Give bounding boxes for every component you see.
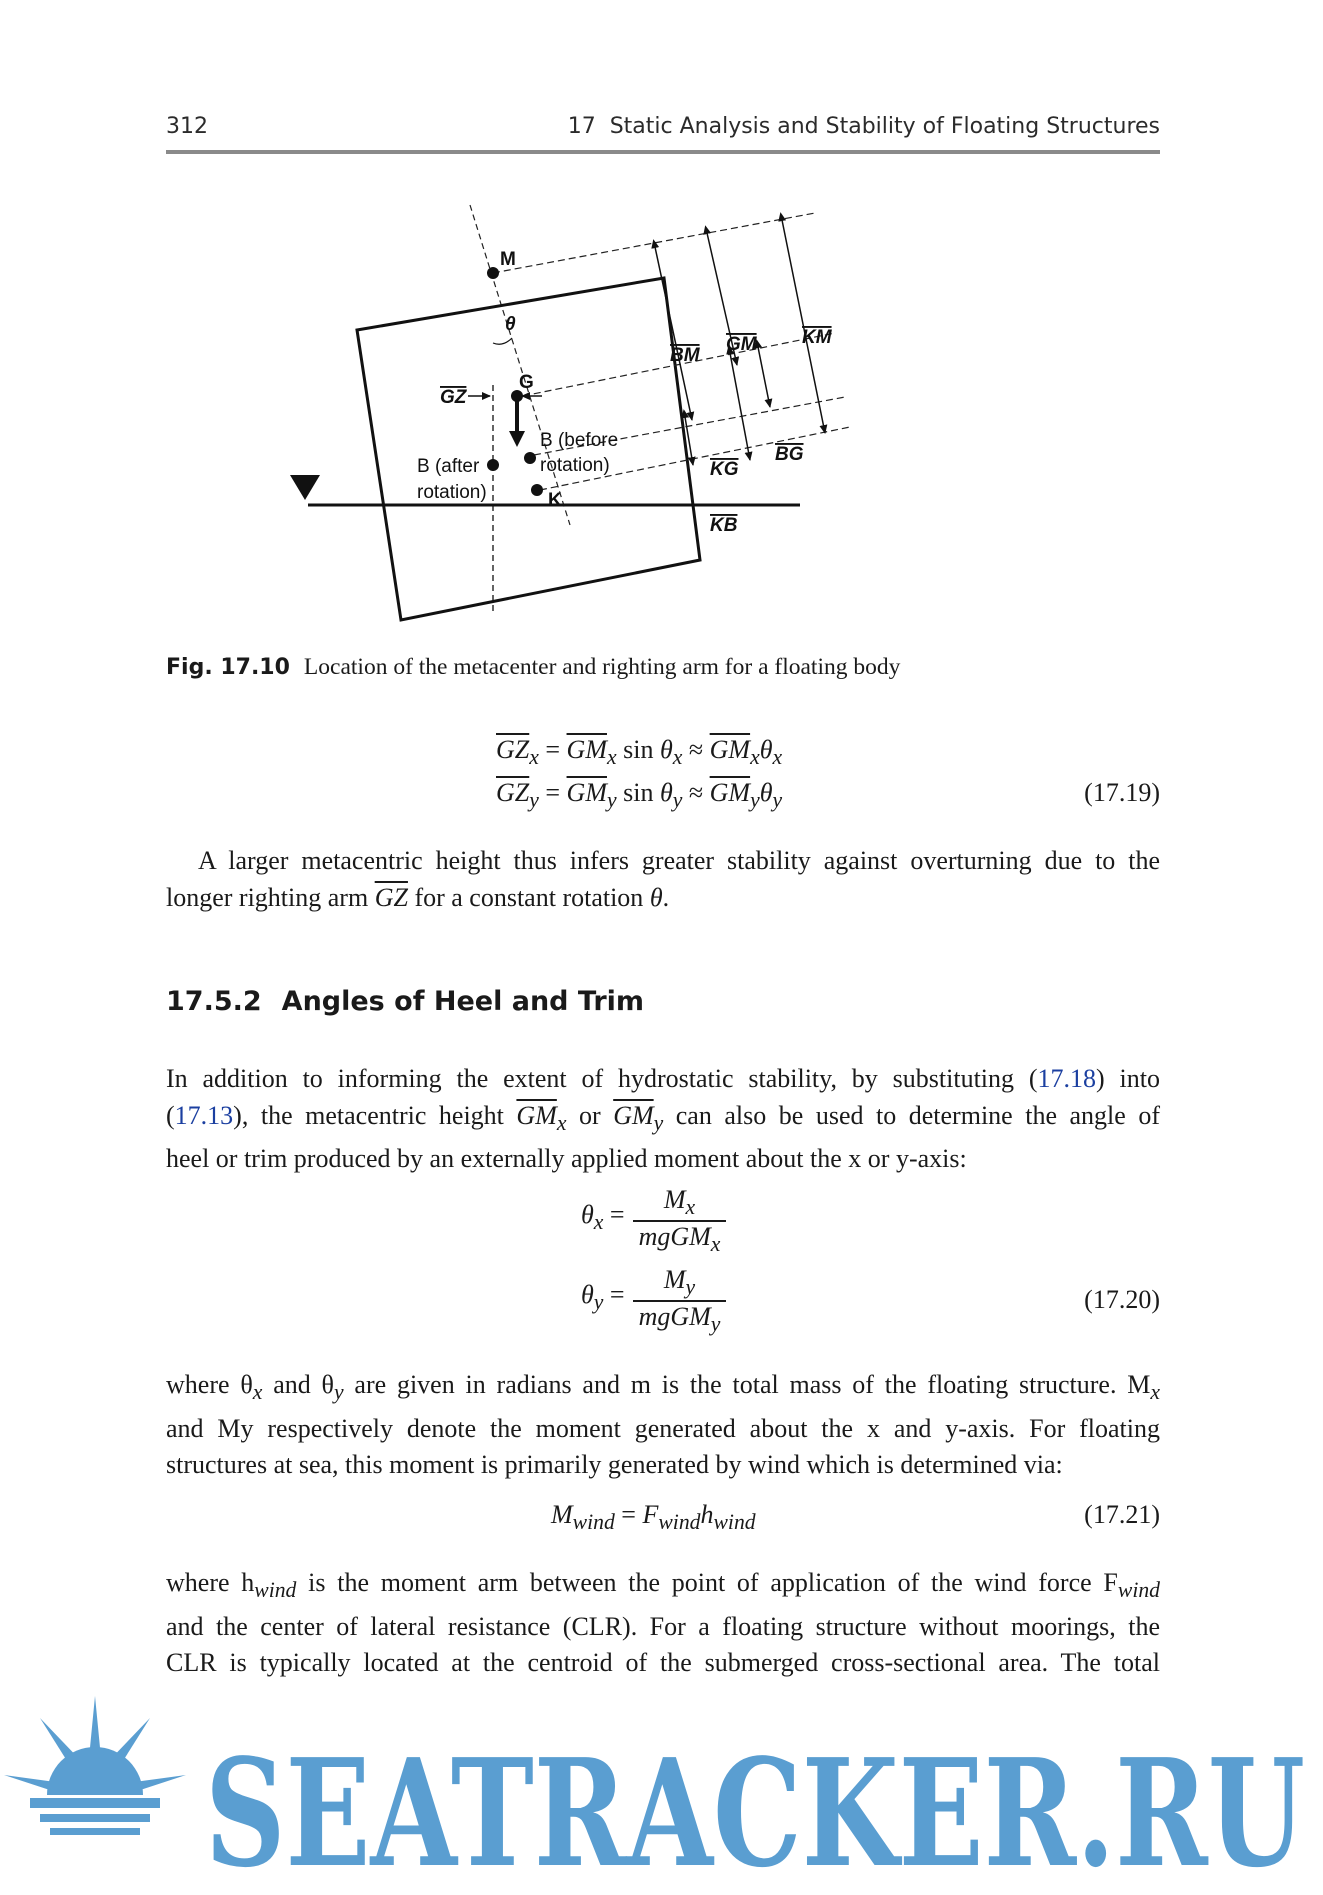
figure-caption-text: Location of the metacenter and righting arm for a floating body	[303, 654, 901, 680]
label-b-before-2: rotation)	[540, 455, 610, 476]
bg-dimension-arrow	[758, 347, 770, 407]
watermark	[0, 1690, 1323, 1890]
label-kb: KB	[710, 515, 738, 536]
running-header	[166, 110, 1160, 154]
para3-line2: and My respectively denote the moment generated about the x and y-axis. For floating	[166, 1413, 1160, 1443]
section-title: Angles of Heel and Trim	[281, 986, 645, 1017]
para1-line1: A larger metacentric height thus infers greater stability against overturning due to the	[198, 846, 1160, 875]
para4-line2: and the center of lateral resistance (CLR). For a floating structure without moorings, the	[166, 1611, 1160, 1641]
bm-dimension-arrow	[655, 247, 692, 420]
eq-17-20-theta-x: $\theta_x$ = $\frac{M_x}{mg\overline{GM}_x}$	[581, 1185, 726, 1257]
eq-17-19-line1: $\overline{GZ}_x = \overline{GM}_x$ $\sin \theta_x \approx \overline{GM}_x\theta_x$	[496, 735, 783, 770]
ref-eq-17-13[interactable]: 17.13	[174, 1100, 234, 1130]
metacenter-diagram-svg	[290, 195, 1050, 635]
point-b-before	[524, 452, 536, 464]
chapter-title: Static Analysis and Stability of Floating Structures	[609, 114, 1160, 139]
label-bm: BM	[670, 345, 700, 366]
para3-line3: structures at sea, this moment is primarily generated by wind which is determined via:	[166, 1450, 1063, 1480]
label-k: K	[548, 490, 562, 511]
tilted-axis-line	[470, 205, 570, 525]
ref-eq-17-18[interactable]: 17.18	[1037, 1064, 1097, 1093]
para4-line1: where $h_{wind}$ is the moment arm between the point of application of the wind force $F_{wind}$	[166, 1568, 1160, 1603]
point-m	[487, 267, 499, 279]
chapter-number: 17	[567, 114, 596, 139]
equation-17-20	[166, 1185, 1160, 1345]
watermark-svg	[0, 1690, 1323, 1890]
para2-line1: In addition to informing the extent of hydrostatic stability, by substituting (17.18) into	[166, 1064, 1160, 1093]
label-m: M	[500, 249, 516, 270]
eq-17-21-body: $M_{wind} = F_{wind}h_{wind}$	[551, 1500, 756, 1535]
label-b-after-1: B (after	[417, 456, 480, 477]
equation-number-17-21: (17.21)	[1084, 1500, 1160, 1529]
para2-line2: (17.13), the metacentric height $\overline{GM}_x$ or $\overline{GM}_y$ can also be used to determine the angle of	[166, 1100, 1160, 1135]
eq-17-20-theta-y: $\theta_y$ = $\frac{M_y}{mg\overline{GM}_y}$	[581, 1265, 726, 1337]
figure-metacenter-diagram	[290, 195, 1050, 635]
point-b-after	[487, 459, 499, 471]
chapter-heading	[568, 114, 1160, 139]
weight-arrow-head	[509, 431, 525, 447]
kg-dimension-arrow	[730, 353, 750, 460]
label-gz: GZ	[440, 387, 467, 408]
label-km: KM	[802, 327, 832, 348]
equation-number-17-20: (17.20)	[1084, 1285, 1160, 1314]
para2-line3: heel or trim produced by an externally applied moment about the x or y-axis:	[166, 1144, 967, 1174]
paragraph-radians	[166, 1367, 1160, 1484]
water-level-icon	[290, 475, 320, 500]
sun-logo-icon	[0, 1696, 200, 1890]
para1-line2: longer righting arm $\overline{GZ}$ for a constant rotation θ.	[166, 882, 670, 912]
equation-17-21	[166, 1500, 1160, 1540]
ref-line-m	[493, 213, 815, 273]
figure-caption	[166, 654, 900, 681]
watermark-text: SEATRACKER.RU	[205, 1726, 1305, 1890]
equation-17-19	[166, 735, 1160, 825]
label-b-before-1: B (before	[540, 430, 619, 451]
theta-arc	[493, 338, 512, 344]
label-b-after-2: rotation)	[417, 482, 487, 503]
floating-body-outline	[357, 278, 700, 620]
label-bg: BG	[775, 444, 804, 465]
para3-line1: where $\theta_x$ and $\theta_y$ are given in radians and m is the total mass of the floating structure. $M_x$	[166, 1370, 1160, 1405]
label-g: G	[519, 372, 534, 393]
figure-label: Fig. 17.10	[166, 655, 290, 680]
label-theta: θ	[505, 314, 516, 335]
page-number: 312	[166, 114, 208, 139]
paragraph-metacentric-height	[166, 843, 1160, 916]
label-kg: KG	[710, 459, 739, 480]
section-heading	[166, 986, 644, 1017]
paragraph-moment-arm	[166, 1565, 1160, 1682]
point-k	[531, 484, 543, 496]
section-number: 17.5.2	[166, 986, 262, 1017]
eq-17-19-line2: $\overline{GZ}_y = \overline{GM}_y$ $\sin \theta_y \approx \overline{GM}_y\theta_y$	[496, 778, 783, 813]
para4-line3: CLR is typically located at the centroid of the submerged cross-sectional area. The total	[166, 1648, 1160, 1678]
label-gm: GM	[726, 334, 757, 355]
equation-number-17-19: (17.19)	[1084, 778, 1160, 807]
paragraph-heel-trim	[166, 1061, 1160, 1178]
